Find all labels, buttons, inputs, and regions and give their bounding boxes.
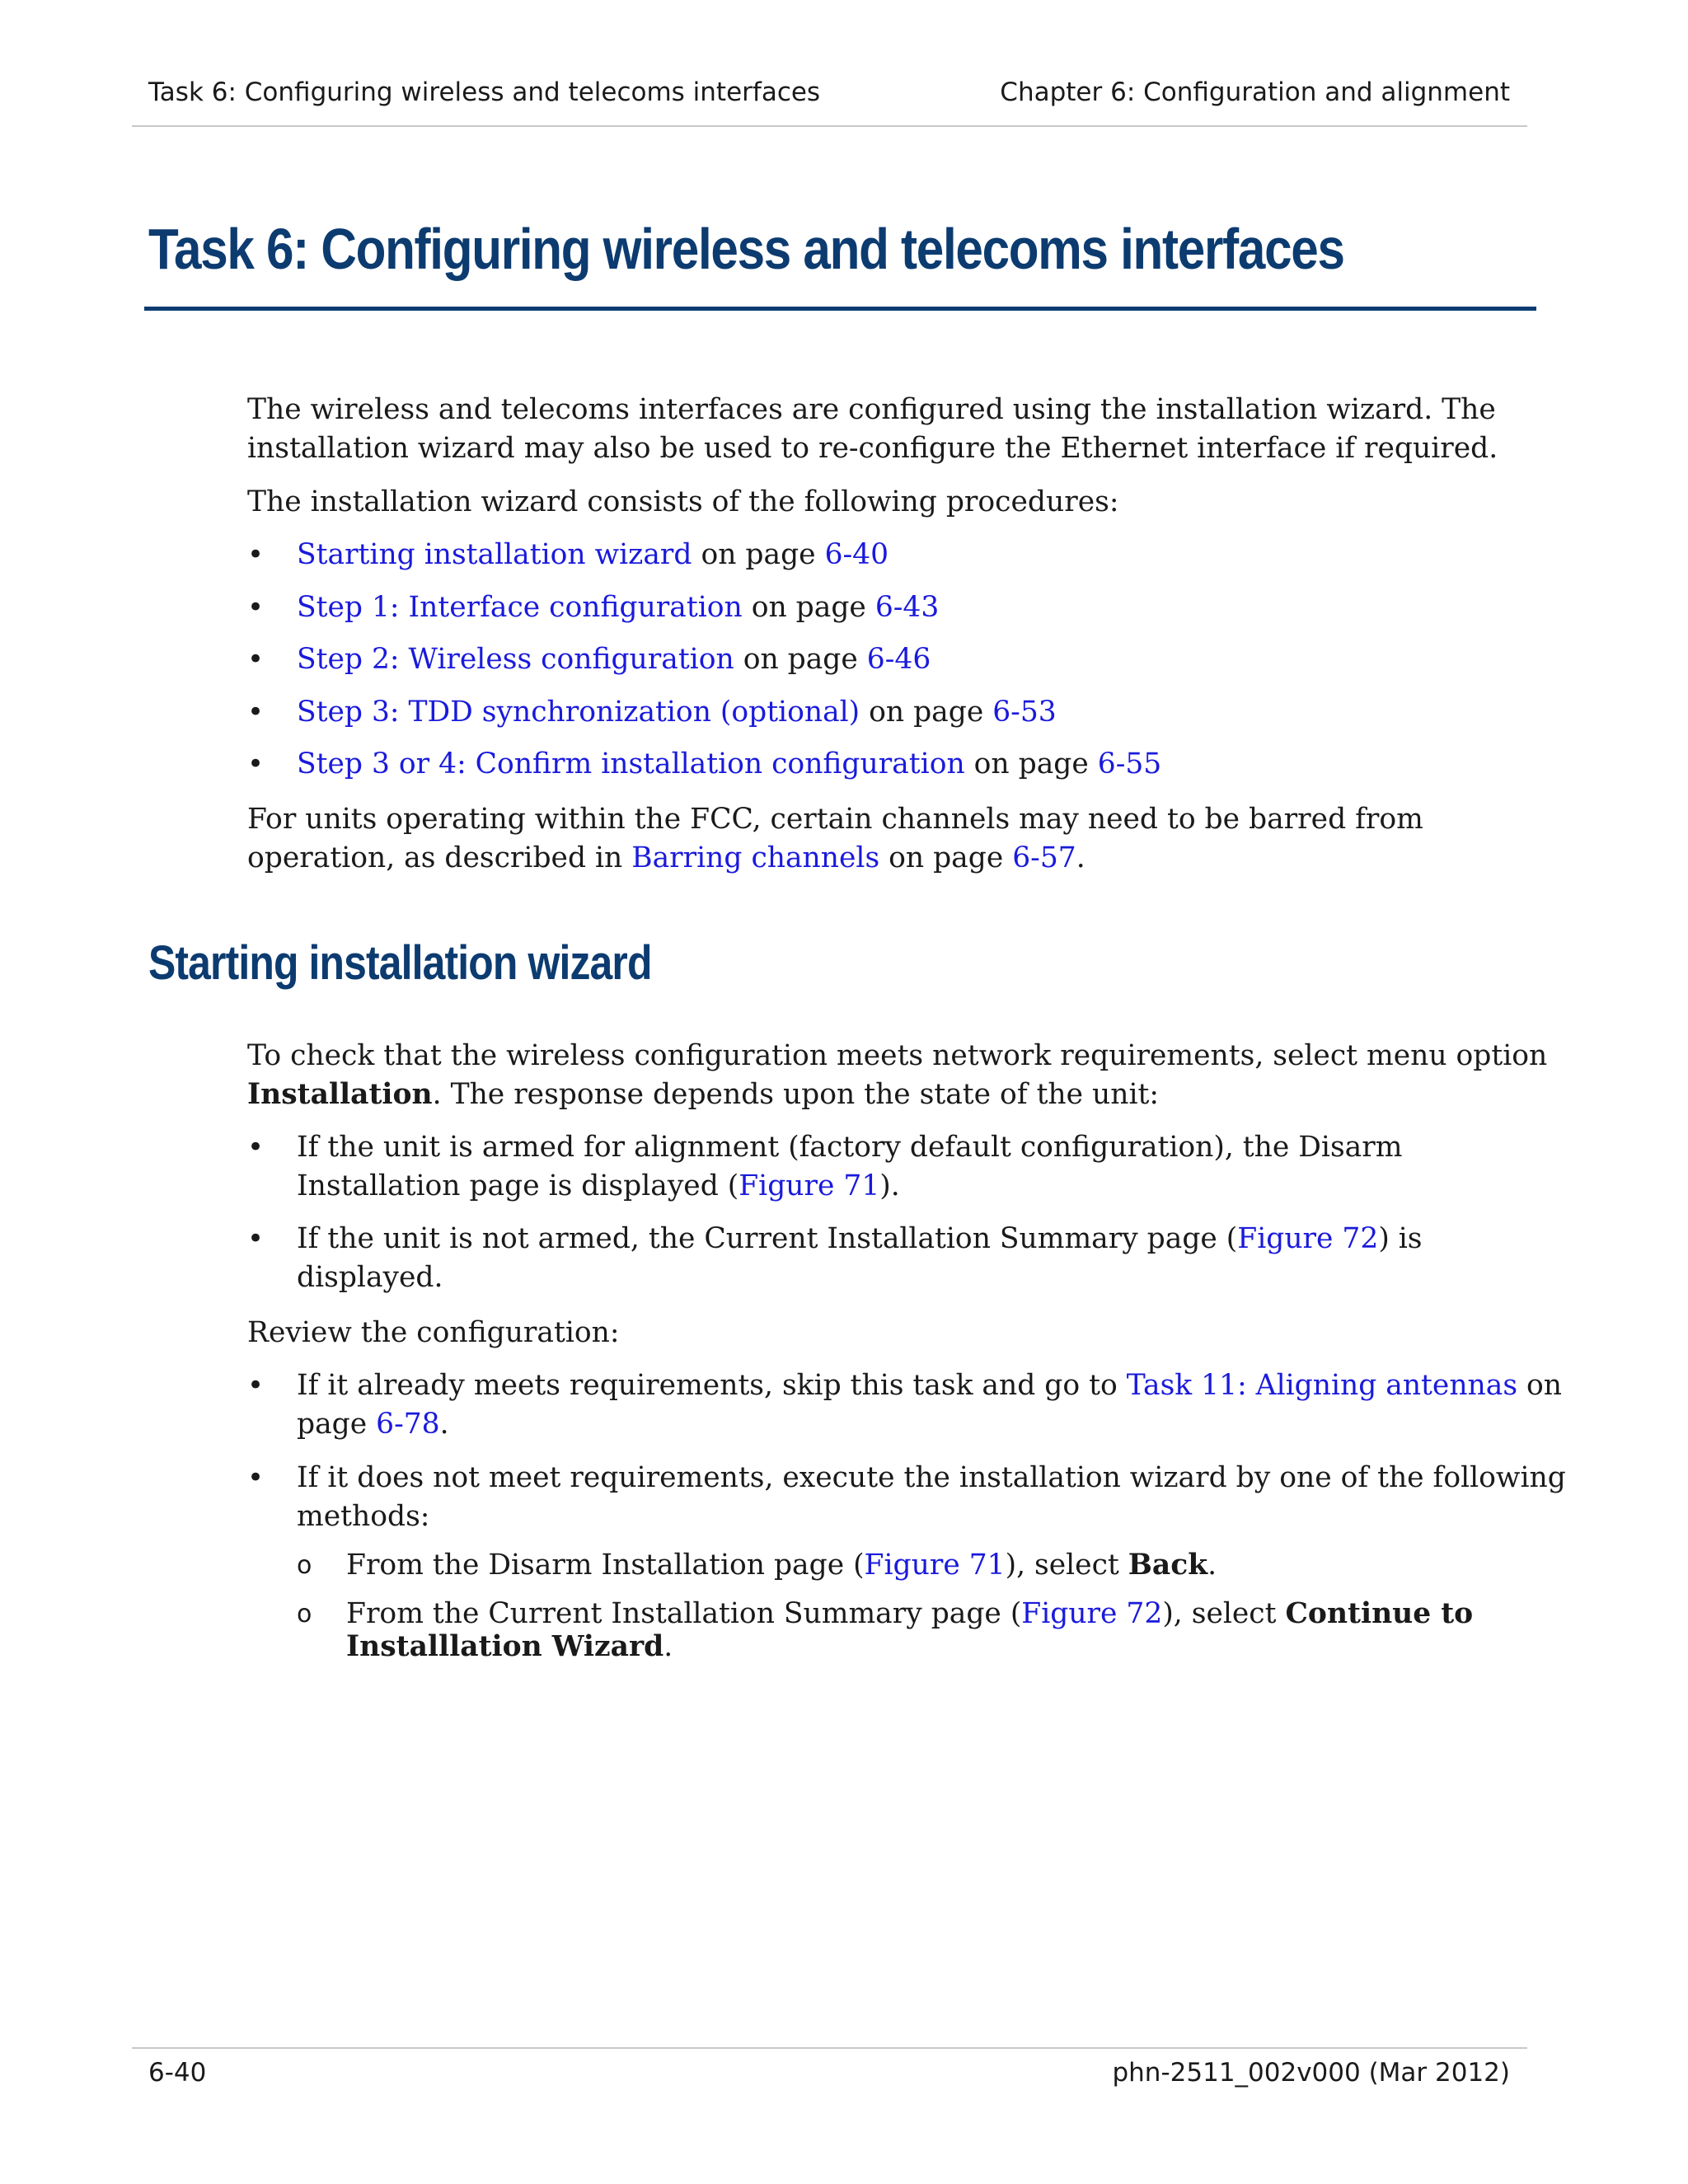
header-section-title: Task 6: Configuring wireless and telecoms interfaces (148, 77, 821, 107)
bullet-icon: • (247, 1222, 265, 1255)
state-text: If the unit is not armed, the Current Installation Summary page ( (297, 1222, 1238, 1255)
figure-72-link[interactable]: Figure 72 (1021, 1597, 1163, 1630)
state-not-armed-line-2: displayed. (297, 1261, 443, 1294)
list-item (297, 536, 889, 574)
section-text: . The response depends upon the state of the unit: (432, 1078, 1159, 1111)
method-item-1 (346, 1546, 1217, 1585)
on-page-label: on page (889, 841, 1004, 874)
review-text-end: on (1526, 1369, 1563, 1402)
intro-paragraph-line-2: installation wizard may also be used to re-configure the Ethernet interface if required. (247, 432, 1498, 465)
fcc-paragraph-line-1: For units operating within the FCC, certain channels may need to be barred from (247, 803, 1423, 836)
figure-72-link[interactable]: Figure 72 (1237, 1222, 1379, 1255)
barring-channels-link[interactable]: Barring channels (631, 841, 880, 874)
on-page-label: on page (869, 696, 984, 729)
review-text: If it already meets requirements, skip this task and go to (297, 1369, 1118, 1402)
review-text: page (297, 1408, 368, 1441)
method-text: From the Disarm Installation page ( (346, 1549, 865, 1582)
page-ref-link[interactable]: 6-57 (1012, 841, 1076, 874)
figure-71-link[interactable]: Figure 71 (738, 1169, 880, 1202)
footer-divider (132, 2047, 1527, 2049)
header-chapter-title: Chapter 6: Configuration and alignment (1000, 77, 1510, 107)
method-item-2-line-2 (346, 1628, 673, 1666)
bullet-icon: • (247, 591, 265, 624)
period: . (1207, 1549, 1217, 1582)
on-page-label: on page (701, 538, 816, 571)
state-not-armed-line-1 (297, 1220, 1423, 1258)
procedures-intro: The installation wizard consists of the following procedures: (247, 485, 1119, 518)
task-11-link[interactable]: Task 11: Aligning antennas (1126, 1369, 1518, 1402)
page-ref-link[interactable]: 6-40 (824, 538, 889, 571)
page-title: Task 6: Configuring wireless and telecoms interfaces (148, 217, 1344, 281)
sub-bullet-icon: o (297, 1551, 312, 1580)
review-item-2-line-1: If it does not meet requirements, execute the installation wizard by one of the following (297, 1461, 1566, 1494)
period: . (663, 1630, 673, 1663)
installation-menu-option: Installation (247, 1078, 433, 1111)
state-text: Installation page is displayed ( (297, 1169, 739, 1202)
state-text-end: ) is (1378, 1222, 1423, 1255)
page-ref-link[interactable]: 6-78 (376, 1408, 440, 1441)
section-paragraph-line-2 (247, 1076, 1159, 1114)
review-item-1-line-2 (297, 1405, 449, 1444)
list-item (297, 745, 1161, 784)
bullet-icon: • (247, 538, 265, 571)
list-item (297, 588, 939, 627)
wizard-option: Installlation Wizard (346, 1630, 664, 1663)
bullet-icon: • (247, 1461, 265, 1494)
continue-option: Continue to (1285, 1597, 1474, 1630)
figure-71-link[interactable]: Figure 71 (864, 1549, 1006, 1582)
section-heading: Starting installation wizard (148, 936, 652, 990)
period: . (1076, 841, 1085, 874)
page-ref-link[interactable]: 6-43 (874, 591, 940, 624)
method-text: From the Current Installation Summary page ( (346, 1597, 1022, 1630)
procedure-link[interactable]: Step 3 or 4: Confirm installation configuration (297, 748, 965, 780)
procedure-link[interactable]: Step 1: Interface configuration (297, 591, 743, 624)
document-id: phn-2511_002v000 (Mar 2012) (1112, 2058, 1510, 2088)
intro-paragraph-line-1: The wireless and telecoms interfaces are configured using the installation wizard. The (247, 393, 1496, 426)
bullet-icon: • (247, 748, 265, 780)
fcc-text: operation, as described in (247, 841, 623, 874)
bullet-icon: • (247, 696, 265, 729)
procedure-link[interactable]: Step 2: Wireless configuration (297, 643, 734, 676)
procedure-link[interactable]: Step 3: TDD synchronization (optional) (297, 696, 860, 729)
fcc-paragraph-line-2 (247, 839, 1085, 878)
on-page-label: on page (743, 643, 858, 676)
procedure-link[interactable]: Starting installation wizard (297, 538, 692, 571)
bullet-icon: • (247, 643, 265, 676)
list-item (297, 693, 1057, 732)
sub-bullet-icon: o (297, 1600, 312, 1629)
review-item-1-line-1 (297, 1366, 1562, 1405)
running-footer (148, 2058, 1510, 2091)
page-ref-link[interactable]: 6-46 (866, 643, 931, 676)
page-number: 6-40 (148, 2058, 207, 2088)
method-text: ), select (1005, 1549, 1119, 1582)
header-divider (132, 125, 1527, 127)
bullet-icon: • (247, 1369, 265, 1402)
back-option: Back (1128, 1549, 1208, 1582)
list-item (297, 640, 931, 679)
title-underline (144, 307, 1536, 311)
period: . (439, 1408, 449, 1441)
on-page-label: on page (973, 748, 1089, 780)
bullet-icon: • (247, 1131, 265, 1164)
running-header (148, 77, 1510, 110)
state-text-end: ). (879, 1169, 900, 1202)
method-text: ), select (1162, 1597, 1277, 1630)
review-paragraph: Review the configuration: (247, 1316, 620, 1349)
state-armed-line-2 (297, 1167, 900, 1206)
review-item-2-line-2: methods: (297, 1500, 430, 1533)
page-ref-link[interactable]: 6-53 (992, 696, 1057, 729)
on-page-label: on page (751, 591, 866, 624)
state-armed-line-1: If the unit is armed for alignment (factory default configuration), the Disarm (297, 1131, 1403, 1164)
page-ref-link[interactable]: 6-55 (1097, 748, 1162, 780)
section-paragraph-line-1: To check that the wireless configuration meets network requirements, select menu option (247, 1039, 1548, 1072)
